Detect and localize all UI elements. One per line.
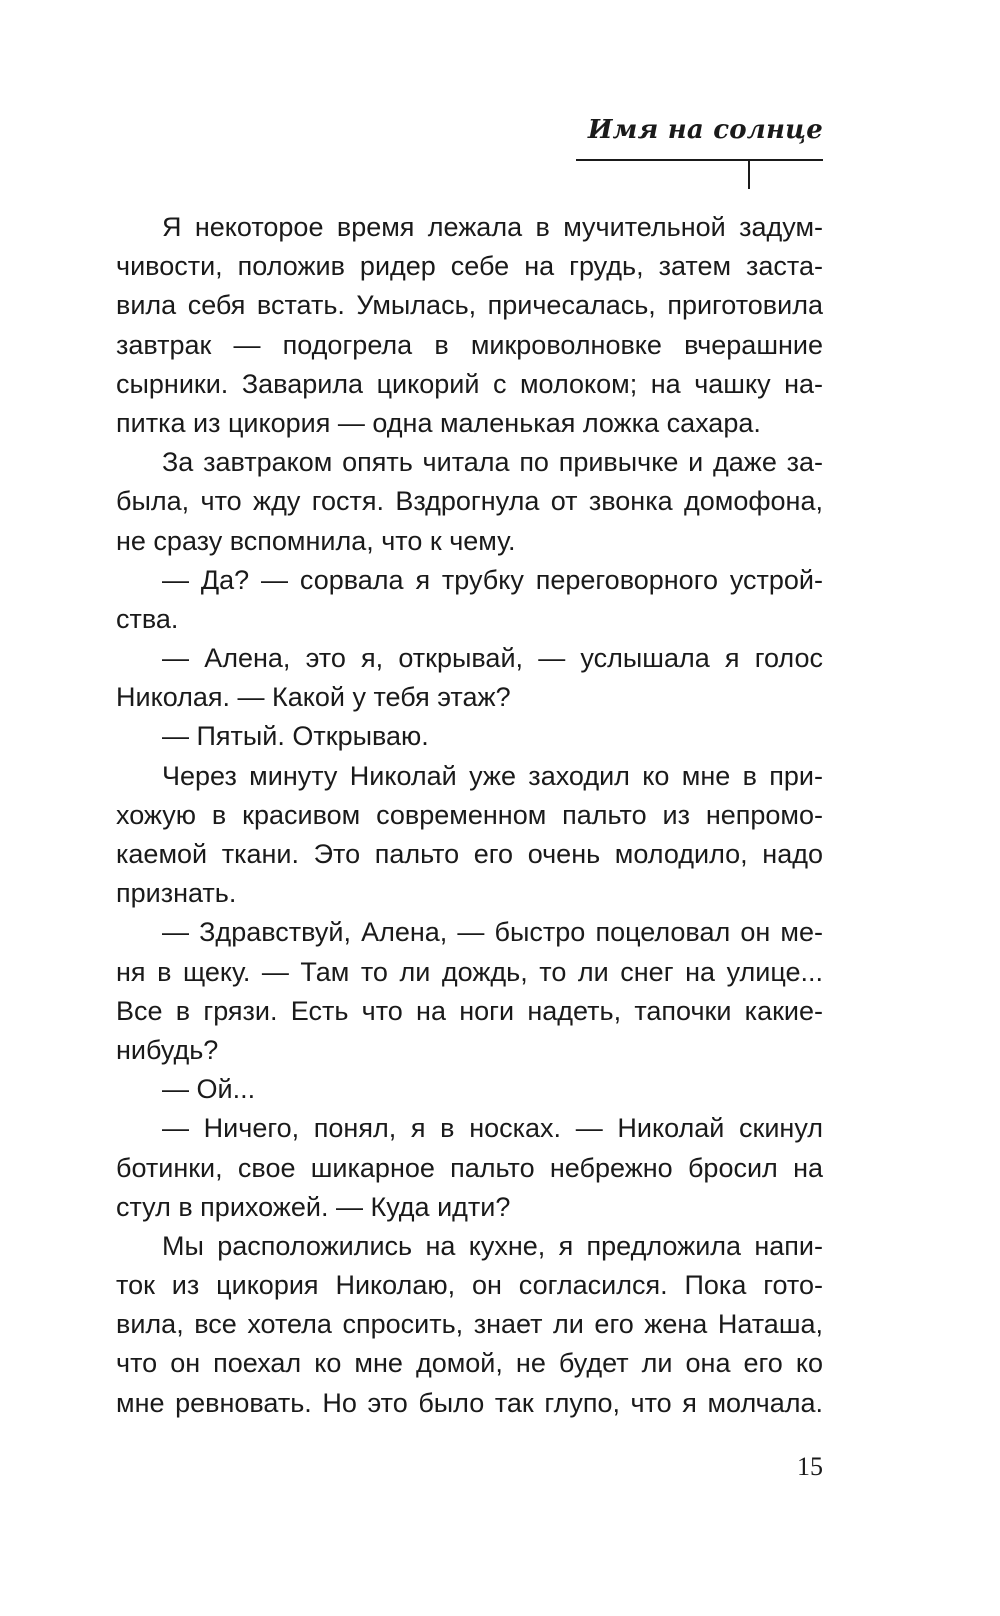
text-line: нибудь? bbox=[116, 1034, 219, 1065]
text-line: ня в щеку. — Там то ли дождь, то ли снег на улице... bbox=[116, 956, 823, 987]
text-line: ботинки, свое шикарное пальто небрежно бросил на bbox=[116, 1152, 823, 1183]
text-line: Мы расположились на кухне, я предложила напи- bbox=[162, 1230, 823, 1261]
text-line: хожую в красивом современном пальто из непромо- bbox=[116, 799, 823, 830]
running-header-title: Имя на солнце bbox=[587, 115, 823, 145]
header-rule bbox=[576, 159, 823, 161]
text-line: вила, все хотела спросить, знает ли его жена Наташа, bbox=[116, 1309, 823, 1340]
page-number: 15 bbox=[797, 1452, 823, 1481]
text-line: питка из цикория — одна маленькая ложка сахара. bbox=[116, 407, 761, 438]
text-line: За завтраком опять читала по привычке и даже за- bbox=[162, 447, 823, 478]
text-line: — Ничего, понял, я в носках. — Николай скинул bbox=[162, 1113, 823, 1144]
text-line: — Здравствуй, Алена, — быстро поцеловал он ме- bbox=[162, 917, 823, 948]
text-line: ток из цикория Николаю, он согласился. Пока гото- bbox=[116, 1270, 823, 1301]
text-line: Все в грязи. Есть что на ноги надеть, тапочки какие- bbox=[116, 995, 823, 1026]
text-line: завтрак — подогрела в микроволновке вчерашние bbox=[116, 329, 823, 360]
text-line: — Ой... bbox=[162, 1074, 256, 1105]
text-line: чивости, положив ридер себе на грудь, затем заста- bbox=[116, 251, 823, 282]
text-line: Николая. — Какой у тебя этаж? bbox=[116, 682, 511, 713]
text-line: каемой ткани. Это пальто его очень молодило, надо bbox=[116, 839, 823, 869]
text-line: — Да? — сорвала я трубку переговорного устрой- bbox=[162, 564, 823, 595]
text-line: что он поехал ко мне домой, не будет ли она его ко bbox=[116, 1348, 823, 1379]
text-line: вила себя встать. Умылась, причесалась, приготовила bbox=[116, 290, 823, 321]
text-line: мне ревновать. Но это было так глупо, что я молчала. bbox=[116, 1387, 823, 1418]
body-text bbox=[116, 208, 823, 1423]
text-line: ства. bbox=[116, 603, 179, 634]
text-line: — Пятый. Открываю. bbox=[162, 721, 429, 752]
header-tick bbox=[748, 159, 750, 189]
text-line: — Алена, это я, открывай, — услышала я голос bbox=[162, 643, 823, 674]
text-line: сырники. Заварила цикорий с молоком; на чашку на- bbox=[116, 368, 823, 399]
text-line: не сразу вспомнила, что к чему. bbox=[116, 525, 516, 556]
text-line: Я некоторое время лежала в мучительной задум- bbox=[162, 212, 823, 242]
text-line: была, что жду гостя. Вздрогнула от звонка домофона, bbox=[116, 486, 823, 517]
text-line: признать. bbox=[116, 878, 237, 909]
text-line: Через минуту Николай уже заходил ко мне в при- bbox=[162, 760, 823, 791]
text-line: стул в прихожей. — Куда идти? bbox=[116, 1191, 511, 1222]
